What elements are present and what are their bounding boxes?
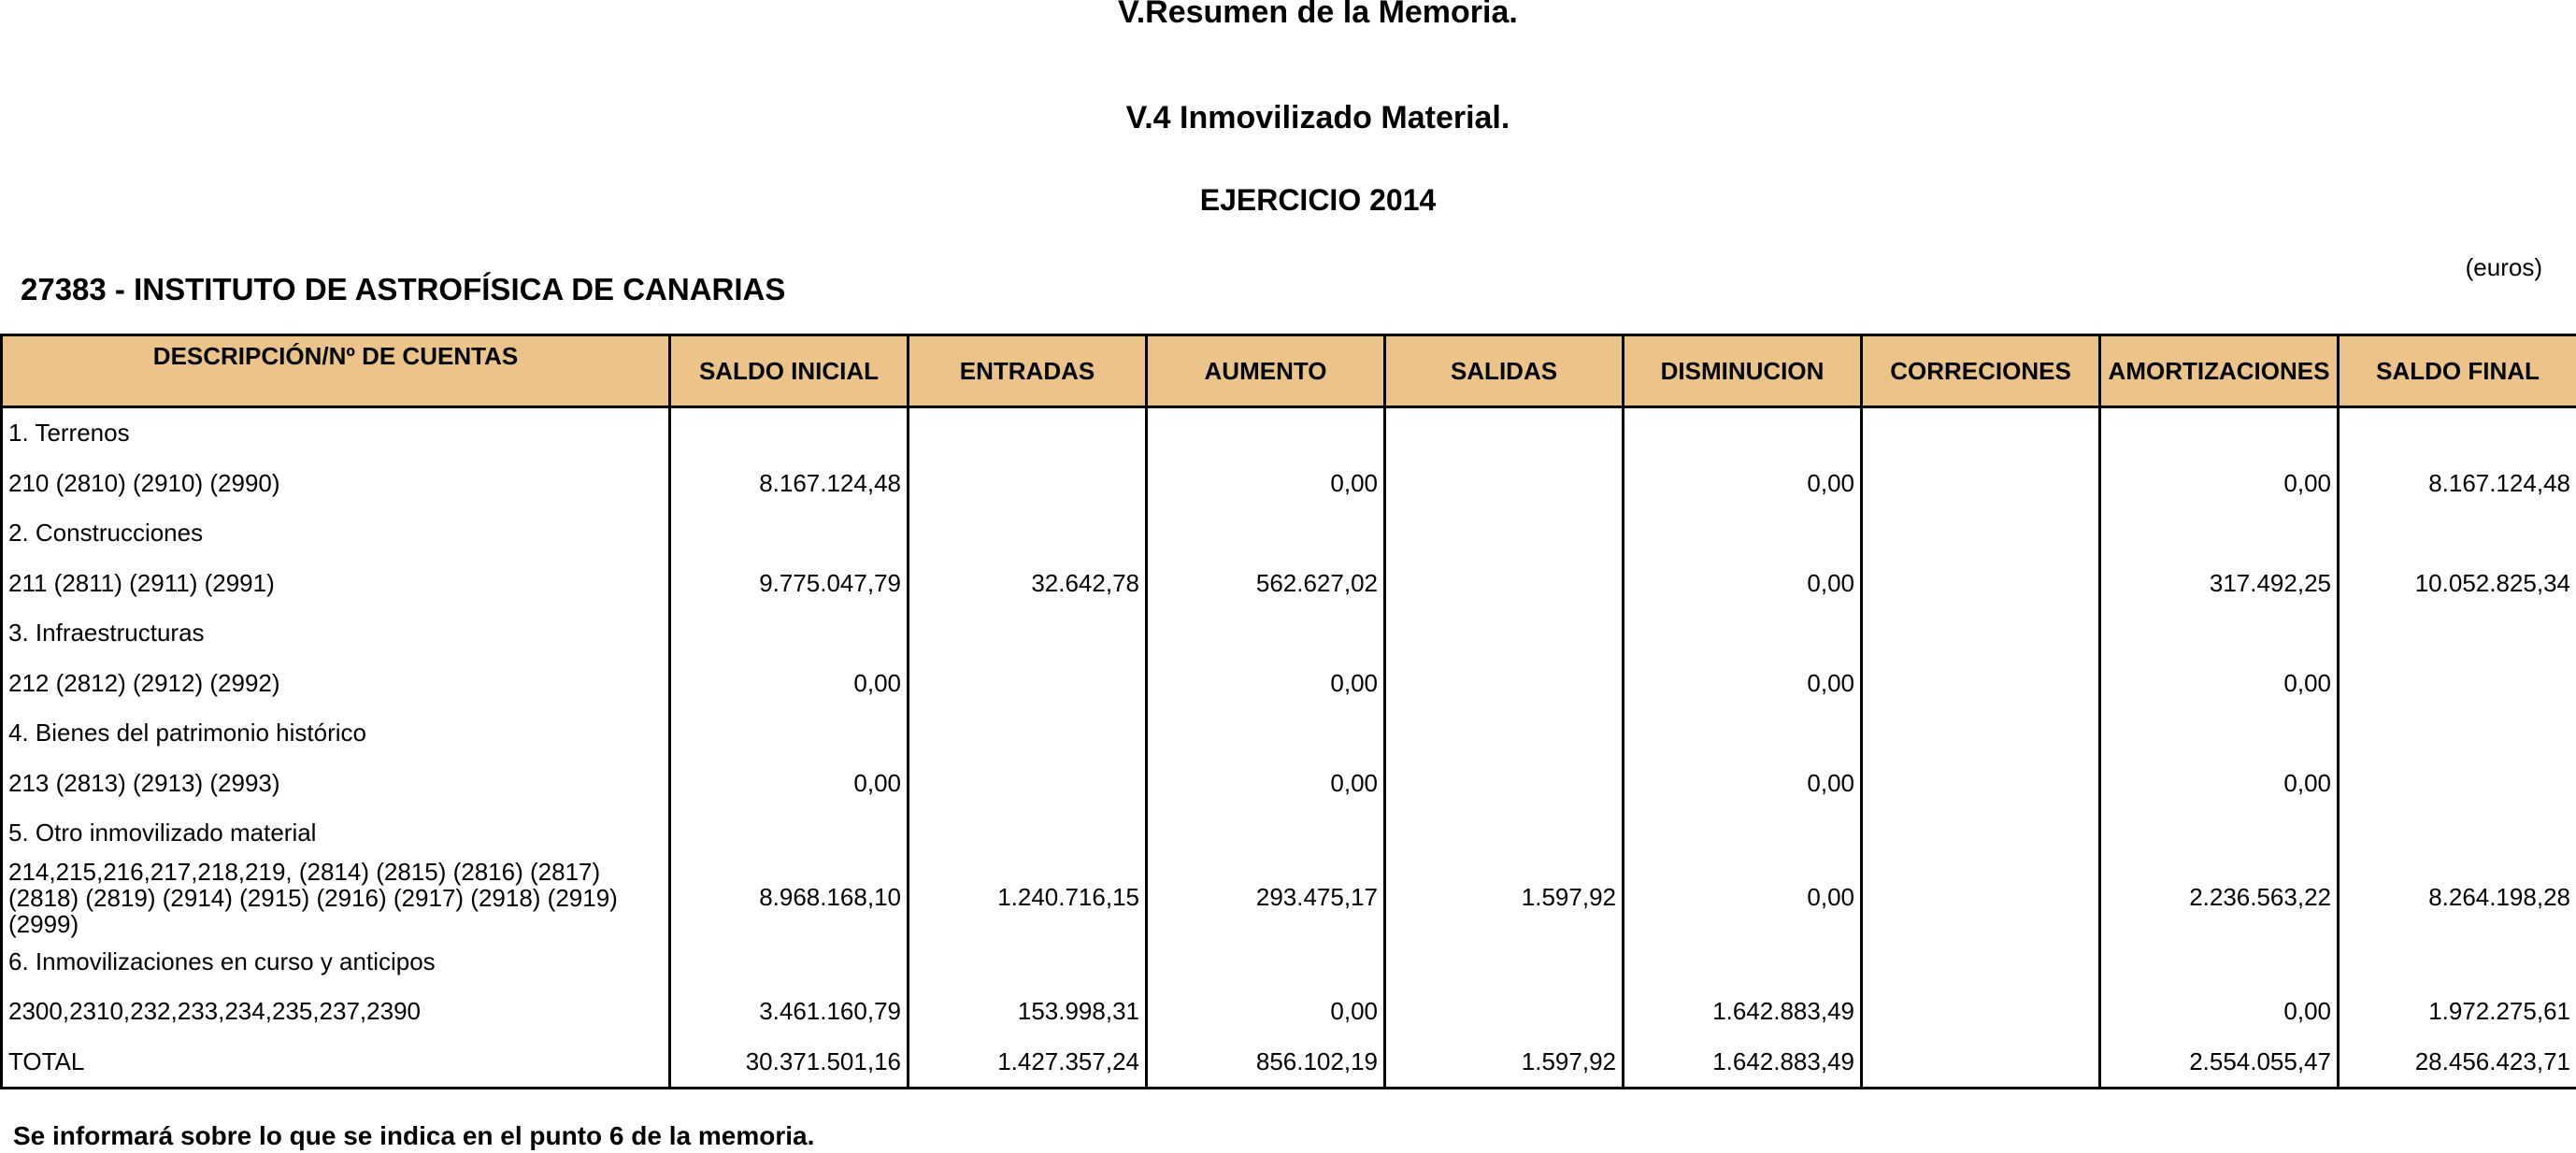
amount-cell bbox=[1147, 937, 1385, 988]
amount-cell bbox=[1624, 508, 1862, 559]
amount-cell: 317.492,25 bbox=[2100, 559, 2339, 609]
amount-cell bbox=[670, 808, 909, 859]
amount-cell: 1.427.357,24 bbox=[909, 1037, 1147, 1089]
amount-cell bbox=[1147, 407, 1385, 459]
amount-cell bbox=[1862, 1037, 2100, 1089]
amount-cell bbox=[909, 708, 1147, 759]
account-description-cell: TOTAL bbox=[2, 1037, 670, 1089]
amount-cell bbox=[2339, 608, 2576, 659]
amount-cell bbox=[909, 608, 1147, 659]
amount-cell bbox=[1385, 808, 1624, 859]
amount-cell bbox=[2100, 708, 2339, 759]
amount-cell: 1.642.883,49 bbox=[1624, 987, 1862, 1037]
amount-cell bbox=[909, 937, 1147, 988]
amount-cell: 0,00 bbox=[1147, 459, 1385, 509]
amount-cell bbox=[1624, 808, 1862, 859]
amount-cell: 0,00 bbox=[1624, 459, 1862, 509]
total-row bbox=[2, 1037, 2576, 1089]
amount-cell: 0,00 bbox=[1147, 759, 1385, 809]
amount-cell bbox=[1385, 407, 1624, 459]
amount-cell bbox=[1862, 508, 2100, 559]
amount-cell bbox=[1862, 608, 2100, 659]
amount-cell bbox=[1624, 937, 1862, 988]
account-description-cell: 212 (2812) (2912) (2992) bbox=[2, 659, 670, 709]
amount-cell bbox=[2339, 407, 2576, 459]
amount-cell: 0,00 bbox=[2100, 659, 2339, 709]
table-body bbox=[2, 407, 2576, 1089]
amount-cell: 30.371.501,16 bbox=[670, 1037, 909, 1089]
amount-cell bbox=[1862, 407, 2100, 459]
fiscal-year: EJERCICIO 2014 bbox=[1199, 183, 1437, 217]
account-description-cell: 4. Bienes del patrimonio histórico bbox=[2, 708, 670, 759]
amount-cell: 2.236.563,22 bbox=[2100, 859, 2339, 937]
table-row bbox=[2, 859, 2576, 937]
table-header-row bbox=[2, 335, 2576, 407]
amount-cell bbox=[1385, 508, 1624, 559]
amount-cell bbox=[1385, 759, 1624, 809]
account-description-cell: 211 (2811) (2911) (2991) bbox=[2, 559, 670, 609]
column-header: SALDO INICIAL bbox=[670, 335, 909, 407]
account-description-cell: 1. Terrenos bbox=[2, 407, 670, 459]
amount-cell bbox=[1385, 608, 1624, 659]
table-row bbox=[2, 659, 2576, 709]
amount-cell: 0,00 bbox=[1147, 659, 1385, 709]
footer-note: Se informará sobre lo que se indica en el punto 6 de la memoria. bbox=[13, 1121, 815, 1150]
amount-cell bbox=[1385, 987, 1624, 1037]
amount-cell: 0,00 bbox=[1147, 987, 1385, 1037]
amount-cell: 856.102,19 bbox=[1147, 1037, 1385, 1089]
amount-cell: 9.775.047,79 bbox=[670, 559, 909, 609]
amount-cell bbox=[1862, 708, 2100, 759]
fixed-assets-table bbox=[0, 334, 2576, 1089]
amount-cell: 32.642,78 bbox=[909, 559, 1147, 609]
column-header: SALIDAS bbox=[1385, 335, 1624, 407]
amount-cell bbox=[1862, 559, 2100, 609]
amount-cell bbox=[909, 659, 1147, 709]
amount-cell bbox=[1862, 987, 2100, 1037]
account-description-cell: 6. Inmovilizaciones en curso y anticipos bbox=[2, 937, 670, 988]
report-title: V.Resumen de la Memoria. bbox=[1118, 0, 1518, 30]
amount-cell bbox=[1624, 608, 1862, 659]
amount-cell: 8.264.198,28 bbox=[2339, 859, 2576, 937]
amount-cell: 153.998,31 bbox=[909, 987, 1147, 1037]
column-header: DESCRIPCIÓN/Nº DE CUENTAS bbox=[2, 335, 670, 407]
amount-cell: 0,00 bbox=[670, 659, 909, 709]
amount-cell bbox=[1147, 808, 1385, 859]
table-row bbox=[2, 608, 2576, 659]
amount-cell bbox=[1862, 937, 2100, 988]
amount-cell: 0,00 bbox=[1624, 859, 1862, 937]
amount-cell bbox=[2100, 808, 2339, 859]
column-header: ENTRADAS bbox=[909, 335, 1147, 407]
amount-cell: 0,00 bbox=[1624, 659, 1862, 709]
column-header: AMORTIZACIONES bbox=[2100, 335, 2339, 407]
amount-cell bbox=[1624, 407, 1862, 459]
table-row bbox=[2, 808, 2576, 859]
table-row bbox=[2, 559, 2576, 609]
amount-cell: 1.597,92 bbox=[1385, 1037, 1624, 1089]
amount-cell bbox=[1624, 708, 1862, 759]
amount-cell bbox=[2339, 708, 2576, 759]
amount-cell bbox=[1862, 808, 2100, 859]
amount-cell bbox=[670, 708, 909, 759]
amount-cell bbox=[909, 759, 1147, 809]
amount-cell bbox=[1147, 508, 1385, 559]
amount-cell bbox=[670, 937, 909, 988]
table-row bbox=[2, 508, 2576, 559]
amount-cell: 1.642.883,49 bbox=[1624, 1037, 1862, 1089]
account-description-cell: 5. Otro inmovilizado material bbox=[2, 808, 670, 859]
currency-note: (euros) bbox=[2465, 253, 2542, 281]
column-header: SALDO FINAL bbox=[2339, 335, 2576, 407]
amount-cell: 0,00 bbox=[1624, 559, 1862, 609]
amount-cell: 8.968.168,10 bbox=[670, 859, 909, 937]
account-description-cell: 3. Infraestructuras bbox=[2, 608, 670, 659]
amount-cell: 0,00 bbox=[670, 759, 909, 809]
section-title: V.4 Inmovilizado Material. bbox=[1125, 100, 1510, 135]
amount-cell: 8.167.124,48 bbox=[670, 459, 909, 509]
amount-cell bbox=[1147, 608, 1385, 659]
amount-cell bbox=[670, 407, 909, 459]
amount-cell bbox=[1862, 859, 2100, 937]
amount-cell: 0,00 bbox=[2100, 987, 2339, 1037]
amount-cell bbox=[1385, 708, 1624, 759]
column-header: AUMENTO bbox=[1147, 335, 1385, 407]
amount-cell bbox=[1862, 759, 2100, 809]
table-row bbox=[2, 708, 2576, 759]
amount-cell: 3.461.160,79 bbox=[670, 987, 909, 1037]
table-row bbox=[2, 407, 2576, 459]
amount-cell: 8.167.124,48 bbox=[2339, 459, 2576, 509]
amount-cell bbox=[2339, 508, 2576, 559]
column-header: DISMINUCION bbox=[1624, 335, 1862, 407]
account-description-cell: 2. Construcciones bbox=[2, 508, 670, 559]
amount-cell bbox=[909, 407, 1147, 459]
amount-cell: 1.597,92 bbox=[1385, 859, 1624, 937]
table-row bbox=[2, 987, 2576, 1037]
amount-cell bbox=[2339, 937, 2576, 988]
amount-cell: 0,00 bbox=[1624, 759, 1862, 809]
amount-cell bbox=[2100, 608, 2339, 659]
amount-cell bbox=[1385, 659, 1624, 709]
account-description-cell: 213 (2813) (2913) (2993) bbox=[2, 759, 670, 809]
table-row bbox=[2, 759, 2576, 809]
account-description-cell: 2300,2310,232,233,234,235,237,2390 bbox=[2, 987, 670, 1037]
amount-cell: 2.554.055,47 bbox=[2100, 1037, 2339, 1089]
amount-cell bbox=[1147, 708, 1385, 759]
amount-cell: 28.456.423,71 bbox=[2339, 1037, 2576, 1089]
amount-cell: 293.475,17 bbox=[1147, 859, 1385, 937]
amount-cell: 0,00 bbox=[2100, 759, 2339, 809]
amount-cell bbox=[2339, 808, 2576, 859]
amount-cell bbox=[1385, 937, 1624, 988]
amount-cell bbox=[1862, 459, 2100, 509]
amount-cell bbox=[2100, 937, 2339, 988]
amount-cell bbox=[2100, 508, 2339, 559]
column-header: CORRECIONES bbox=[1862, 335, 2100, 407]
amount-cell: 562.627,02 bbox=[1147, 559, 1385, 609]
amount-cell bbox=[2339, 759, 2576, 809]
amount-cell bbox=[2339, 659, 2576, 709]
amount-cell bbox=[1862, 659, 2100, 709]
amount-cell: 1.972.275,61 bbox=[2339, 987, 2576, 1037]
amount-cell bbox=[670, 608, 909, 659]
account-description-cell: 214,215,216,217,218,219, (2814) (2815) (2816) (2817) (2818) (2819) (2914) (2915) (2916) (2917) (2918) (2919) (2999) bbox=[2, 859, 670, 937]
table-row bbox=[2, 459, 2576, 509]
amount-cell bbox=[909, 459, 1147, 509]
amount-cell bbox=[909, 808, 1147, 859]
account-description-cell: 210 (2810) (2910) (2990) bbox=[2, 459, 670, 509]
table-row bbox=[2, 937, 2576, 988]
amount-cell bbox=[1385, 559, 1624, 609]
entity-name: 27383 - INSTITUTO DE ASTROFÍSICA DE CANARIAS bbox=[21, 272, 786, 306]
amount-cell bbox=[1385, 459, 1624, 509]
amount-cell: 0,00 bbox=[2100, 459, 2339, 509]
amount-cell: 1.240.716,15 bbox=[909, 859, 1147, 937]
amount-cell bbox=[670, 508, 909, 559]
amount-cell: 10.052.825,34 bbox=[2339, 559, 2576, 609]
amount-cell bbox=[909, 508, 1147, 559]
amount-cell bbox=[2100, 407, 2339, 459]
